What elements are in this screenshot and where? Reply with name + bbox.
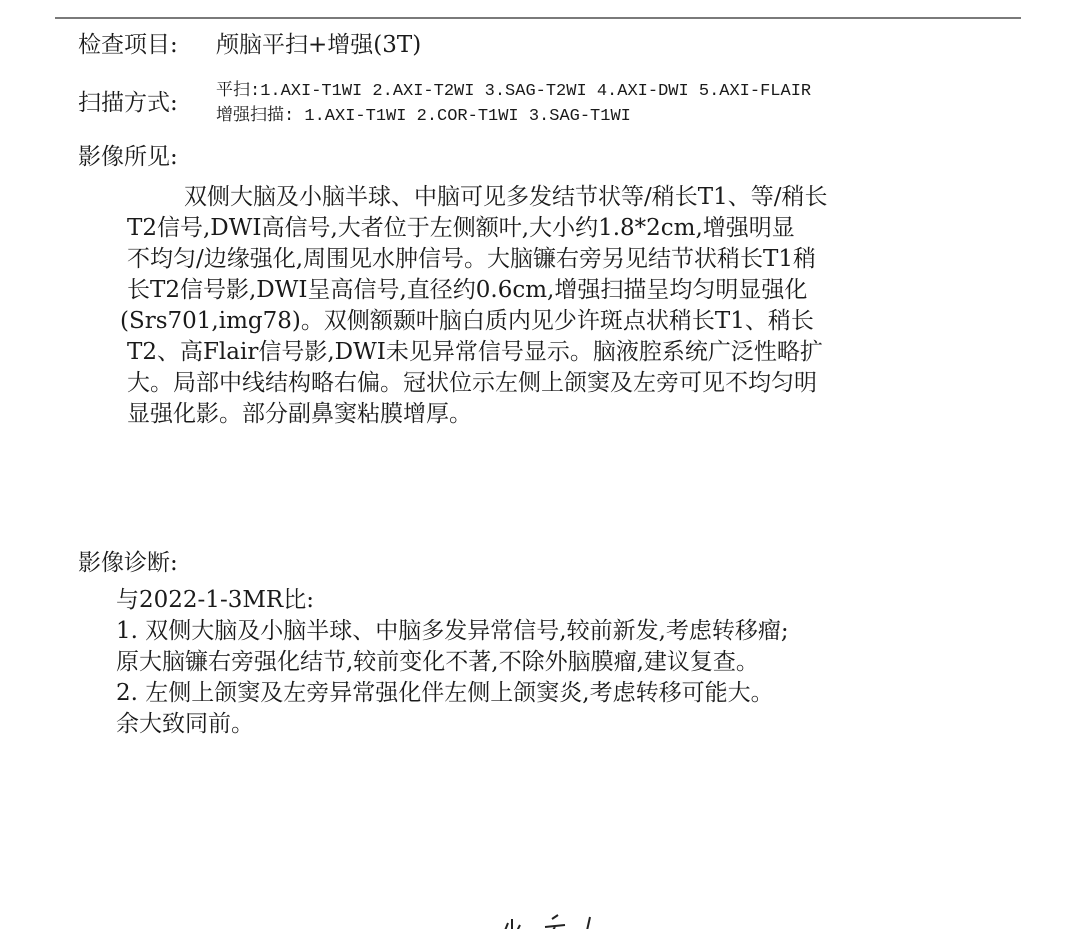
diagnosis-line: 与2022-1-3MR比: [116,587,314,613]
diagnosis-line: 原大脑镰右旁强化结节,较前变化不著,不除外脑膜瘤,建议复查。 [116,649,759,675]
findings-line: (Srs701,img78)。双侧额颞叶脑白质内见少许斑点状稍长T1、稍长 [120,308,814,334]
findings-line: 大。局部中线结构略右偏。冠状位示左侧上颌窦及左旁可见不均匀明 [127,370,817,396]
diagnosis-line: 余大致同前。 [116,711,254,737]
signature-image [490,905,610,929]
scan-plain: 平扫:1.AXI-T1WI 2.AXI-T2WI 3.SAG-T2WI 4.AXI-DWI 5.AXI-FLAIR [216,82,812,101]
scan-label: 扫描方式: [78,90,178,116]
diagnosis-line: 2. 左侧上颌窦及左旁异常强化伴左侧上颌窦炎,考虑转移可能大。 [116,680,774,706]
findings-line: 不均匀/边缘强化,周围见水肿信号。大脑镰右旁另见结节状稍长T1稍 [127,246,817,272]
findings-line: 长T2信号影,DWI呈高信号,直径约0.6cm,增强扫描呈均匀明显强化 [127,277,808,303]
findings-line: T2、高Flair信号影,DWI未见异常信号显示。脑液腔系统广泛性略扩 [127,339,823,365]
findings-label: 影像所见: [78,144,178,170]
diagnosis-label: 影像诊断: [78,550,178,576]
findings-line: 双侧大脑及小脑半球、中脑可见多发结节状等/稍长T1、等/稍长 [184,184,828,210]
header-divider [55,17,1021,19]
diagnosis-line: 1. 双侧大脑及小脑半球、中脑多发异常信号,较前新发,考虑转移瘤; [116,618,789,644]
findings-line: 显强化影。部分副鼻窦粘膜增厚。 [127,401,472,427]
exam-label: 检查项目: [78,32,178,58]
exam-value: 颅脑平扫+增强(3T) [216,32,422,58]
scan-enhanced: 增强扫描: 1.AXI-T1WI 2.COR-T1WI 3.SAG-T1WI [216,107,631,126]
findings-line: T2信号,DWI高信号,大者位于左侧额叶,大小约1.8*2cm,增强明显 [127,215,795,241]
